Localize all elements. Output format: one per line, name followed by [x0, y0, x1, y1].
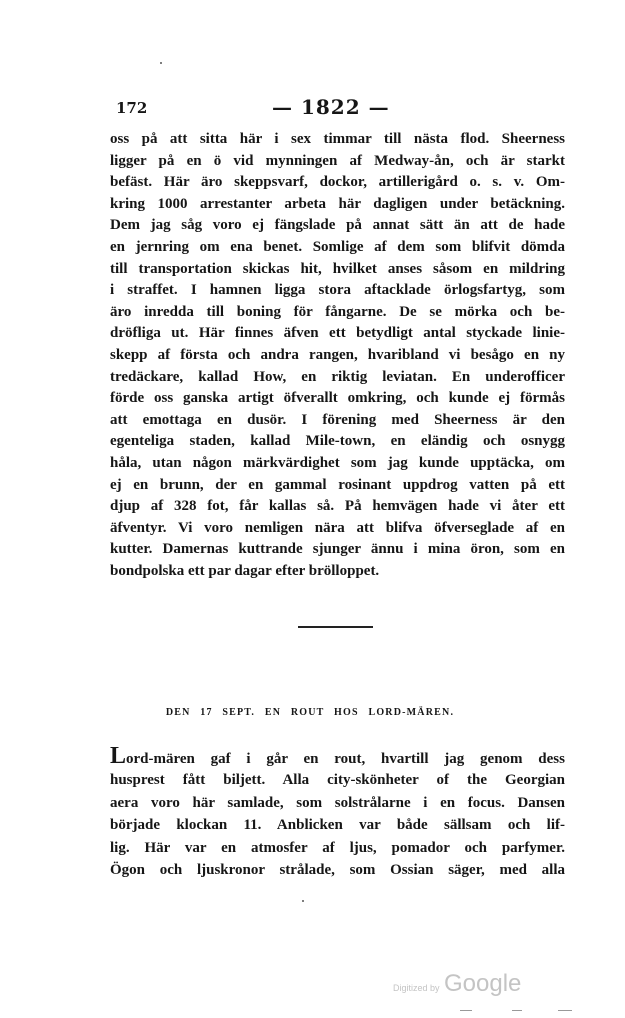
footer-mark — [512, 1010, 522, 1011]
page-number: 172 — [116, 99, 148, 117]
section-heading: DEN 17 SEPT. EN ROUT HOS LORD-MÄREN. — [165, 707, 455, 718]
speck-mark — [302, 900, 304, 902]
text-line: äfventyr. Vi voro nemligen nära att blifva öfverseglade af en — [110, 519, 565, 536]
text-line: ej en brunn, der en gammal rosinant uppdrog vatten på ett — [110, 476, 565, 493]
body-paragraph-1 — [110, 129, 565, 582]
text-line: Dem jag såg voro ej fängslade på annat sätt än att de hade — [110, 217, 565, 234]
google-logo: Google — [443, 970, 522, 997]
text-line: till transportation skickas hit, hvilket anses såsom en mildring — [110, 260, 565, 277]
text-line: oss på att sitta här i sex timmar till nästa flod. Sheerness — [110, 131, 565, 147]
text-line: en jernring om ena benet. Somlige af dem som blifvit dömda — [110, 238, 565, 255]
text-line: skepp af första och andra rangen, hvaribland vi besågo en ny — [110, 346, 565, 363]
text-line: bondpolska ett par dagar efter brölloppet. — [110, 562, 380, 579]
text-line: djup af 328 fot, får kallas så. På hemvägen hade vi åter ett — [110, 498, 565, 515]
text-line: egenteliga staden, kallad Mile-town, en eländig och osnygg — [110, 433, 565, 450]
text-line: håla, utan någon märkvärdighet som jag kunde upptäcka, om — [110, 454, 565, 471]
text-line: äro inredda till boning för fångarne. De se mörka och be- — [110, 303, 565, 320]
footer-mark — [460, 1010, 472, 1011]
text-line: kutter. Damernas kuttrande sjunger ännu i mina öron, som en — [110, 541, 565, 558]
drop-cap: L — [110, 747, 127, 769]
text-line: tredäckare, kallad How, en riktig leviatan. En underofficer — [110, 368, 565, 385]
text-line-first — [110, 747, 565, 769]
text-line: började klockan 11. Anblicken var både sällsam och lif- — [110, 817, 565, 834]
text-line: att emottaga en dusör. I förening med Sheerness är den — [110, 411, 565, 428]
text-line: dröfliga ut. Här finnes äfven ett betydligt antal styckade linie- — [110, 325, 565, 342]
text-line: Ögon och ljuskronor strålade, som Ossian säger, med alla — [110, 861, 565, 878]
running-head: — 1822 — — [272, 95, 390, 119]
footer-mark — [558, 1010, 572, 1011]
text-line: husprest fått biljett. Alla city-skönheter of the Georgian — [110, 772, 565, 789]
digitized-by-google-watermark — [393, 970, 521, 998]
text-line: ligger på en ö vid mynningen af Medway-ån, och är starkt — [110, 152, 565, 169]
digitized-by-label: Digitized by — [393, 983, 440, 993]
text-line: aera voro här samlade, som solstrålarne i en focus. Dansen — [110, 794, 565, 811]
text-line: kring 1000 arrestanter arbeta här dagligen under betäckning. — [110, 195, 565, 212]
section-divider — [298, 626, 373, 628]
first-line-text: ord-mären gaf i går en rout, hvartill jag genom dess — [126, 751, 565, 767]
body-paragraph-2 — [110, 747, 565, 881]
text-line: förde oss ganska artigt öfverallt omkring, och kunde ej förmås — [110, 390, 565, 407]
text-line: i straffet. I hamnen ligga stora aftacklade örlogsfartyg, som — [110, 282, 565, 299]
text-line: befäst. Här äro skeppsvarf, dockor, artillerigård o. s. v. Om- — [110, 174, 565, 191]
text-line: lig. Här var en atmosfer af ljus, pomador och parfymer. — [110, 839, 565, 856]
speck-mark — [160, 62, 162, 64]
